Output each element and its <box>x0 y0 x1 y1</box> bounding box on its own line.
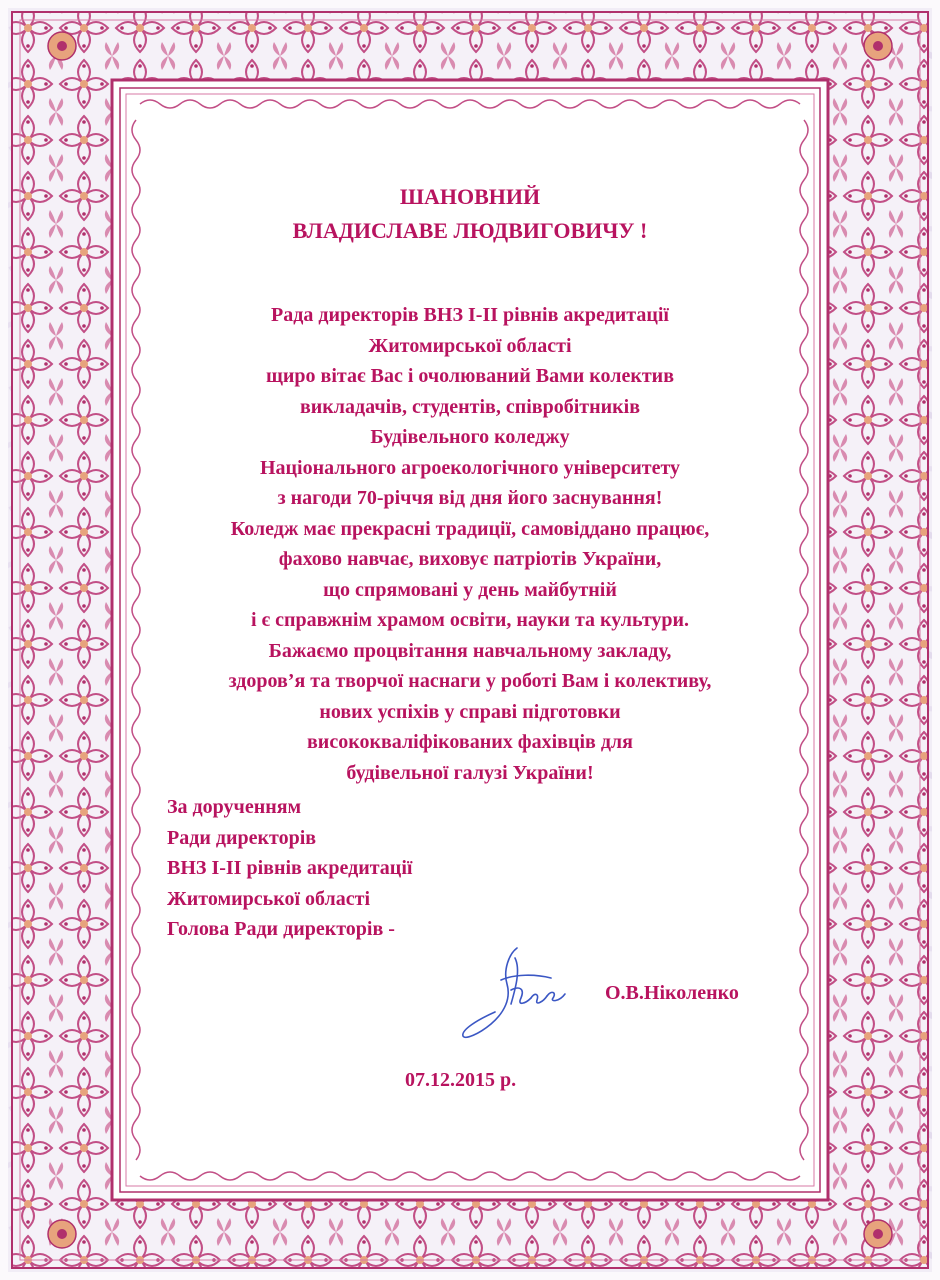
body-line: Національного агроекологічного університету <box>259 456 681 479</box>
body-line: фахово навчає, виховує патріотів України, <box>278 548 662 570</box>
body-line: будівельної галузі України! <box>346 761 594 784</box>
greeting-body <box>130 300 810 788</box>
body-line: що спрямовані у день майбутній <box>323 578 617 601</box>
body-line: Рада директорів ВНЗ І-ІІ рівнів акредитації <box>271 304 669 326</box>
signature-line: Житомирської області <box>167 887 370 910</box>
body-line: Будівельного коледжу <box>370 426 570 448</box>
signature-line: За дорученням <box>167 796 302 818</box>
signer-name: О.В.Ніколенко <box>605 982 739 1004</box>
body-line: Житомирської області <box>368 334 572 357</box>
body-line: Коледж має прекрасні традиції, самовіддано працює, <box>230 517 710 540</box>
body-line: Бажаємо процвітання навчальному закладу, <box>268 639 672 662</box>
handwritten-signature <box>455 940 585 1050</box>
body-line: викладачів, студентів, співробітників <box>299 395 641 418</box>
body-line: і є справжнім храмом освіти, науки та культури. <box>250 609 690 631</box>
signature-line: ВНЗ І-ІІ рівнів акредитації <box>167 857 413 879</box>
body-line: висококваліфікованих фахівців для <box>307 731 633 753</box>
body-line: щиро вітає Вас і очолюваний Вами колектив <box>266 365 674 387</box>
salutation-line-1: ШАНОВНИЙ <box>399 184 541 209</box>
salutation <box>150 180 790 248</box>
salutation-line-2: ВЛАДИСЛАВЕ ЛЮДВИГОВИЧУ ! <box>292 218 648 243</box>
signature-line: Голова Ради директорів - <box>167 918 395 940</box>
certificate-content <box>150 160 790 1120</box>
document-date: 07.12.2015 р. <box>405 1069 517 1091</box>
body-line: нових успіхів у справі підготовки <box>319 700 621 723</box>
signature-block <box>167 792 567 945</box>
signature-line: Ради директорів <box>167 826 317 849</box>
body-line: здоров’я та творчої наснаги у роботі Вам і колективу, <box>228 670 712 692</box>
body-line: з нагоди 70-річчя від дня його заснування! <box>277 487 663 509</box>
